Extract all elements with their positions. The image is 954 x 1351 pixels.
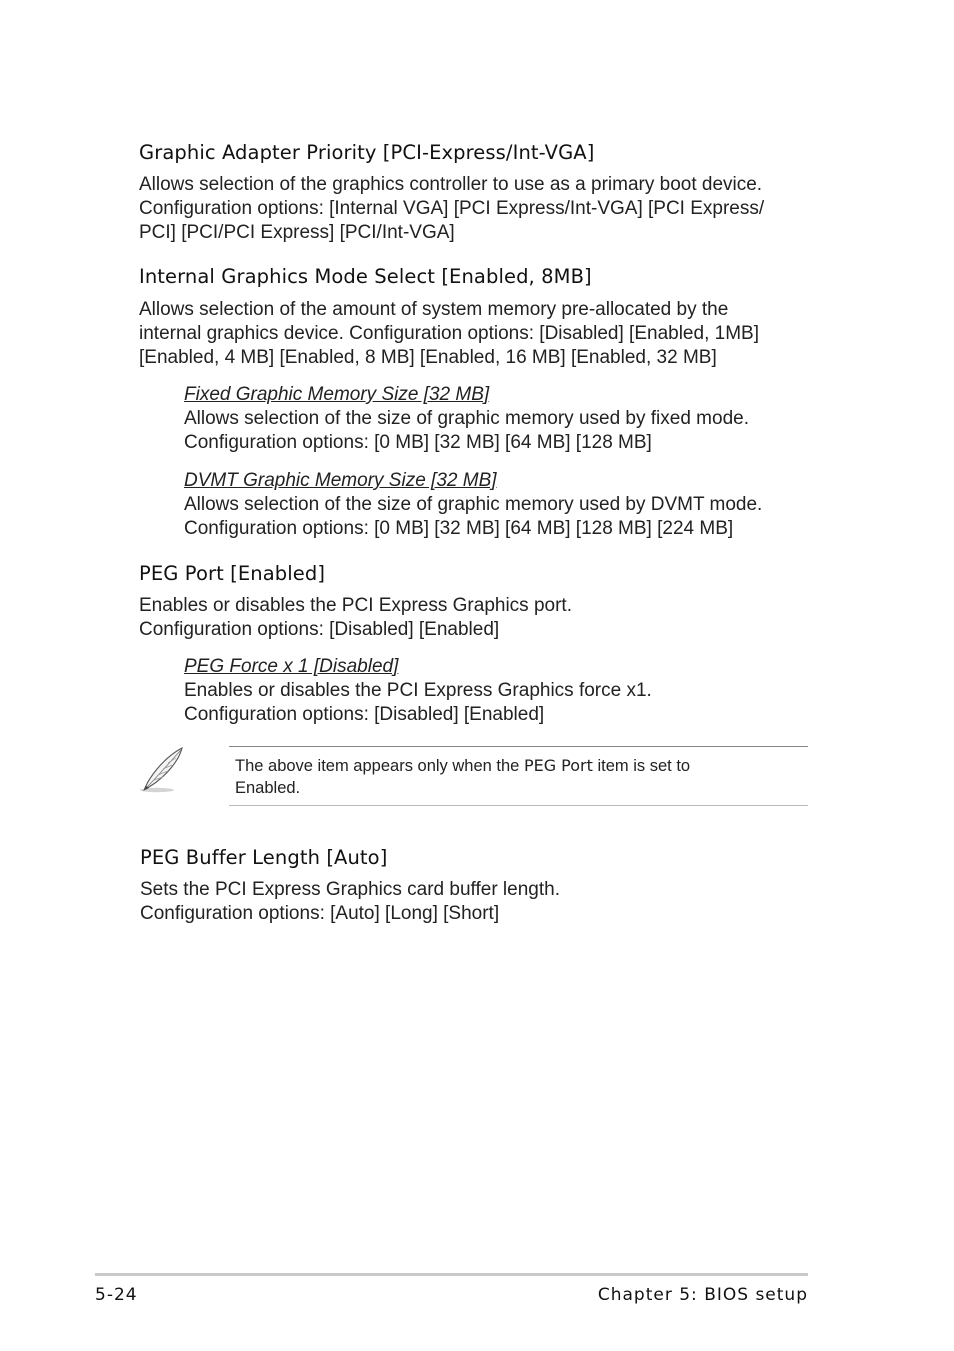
body-line: Sets the PCI Express Graphics card buffer length. [140,879,560,900]
section-body-peg-port [139,594,572,642]
body-line: Allows selection of the size of graphic memory used by fixed mode. [184,408,749,429]
chapter-title: Chapter 5: BIOS setup [597,1285,808,1305]
body-line: internal graphics device. Configuration options: [Disabled] [Enabled, 1MB] [139,323,759,344]
body-line: PCI] [PCI/PCI Express] [PCI/Int-VGA] [139,222,455,243]
note-item-name: PEG Port [523,756,593,775]
section-heading-graphic-adapter-priority: Graphic Adapter Priority [PCI-Express/Int-VGA] [139,141,595,164]
body-line: Configuration options: [Disabled] [Enabled] [184,704,545,725]
section-body-internal-graphics-mode [139,298,759,370]
body-line: Enables or disables the PCI Express Graphics port. [139,595,572,616]
body-line: Allows selection of the graphics controller to use as a primary boot device. [139,174,763,195]
body-line: Allows selection of the size of graphic memory used by DVMT mode. [184,494,763,515]
body-line: Configuration options: [0 MB] [32 MB] [64 MB] [128 MB] [184,432,652,453]
section-body-peg-buffer-length [140,878,560,926]
note-text-before: The above item appears only when the [235,757,524,775]
subitem-body-fixed-graphic-memory [184,407,749,455]
body-line: Configuration options: [Internal VGA] [PCI Express/Int-VGA] [PCI Express/ [139,198,765,219]
body-line: Configuration options: [Disabled] [Enabled] [139,619,500,640]
footer-rule [95,1273,808,1276]
subitem-title-fixed-graphic-memory: Fixed Graphic Memory Size [32 MB] [184,384,490,405]
page-number: 5-24 [95,1285,138,1305]
note-text-line2: Enabled. [235,779,301,797]
note-bottom-rule [229,805,808,806]
body-line: Enables or disables the PCI Express Graphics force x1. [184,680,652,701]
subitem-body-peg-force [184,679,652,727]
body-line: Configuration options: [0 MB] [32 MB] [64 MB] [128 MB] [224 MB] [184,518,734,539]
subitem-body-dvmt-graphic-memory [184,493,762,541]
note-text-after: item is set to [592,757,691,775]
subitem-title-dvmt-graphic-memory: DVMT Graphic Memory Size [32 MB] [184,470,497,491]
section-heading-internal-graphics-mode: Internal Graphics Mode Select [Enabled, 8MB] [139,265,592,288]
subitem-title-peg-force: PEG Force x 1 [Disabled] [184,656,399,677]
body-line: [Enabled, 4 MB] [Enabled, 8 MB] [Enabled, 16 MB] [Enabled, 32 MB] [139,347,717,368]
note-text [235,755,690,799]
body-line: Allows selection of the amount of system memory pre-allocated by the [139,299,729,320]
pencil-note-icon [137,744,187,796]
body-line: Configuration options: [Auto] [Long] [Short] [140,903,500,924]
section-heading-peg-port: PEG Port [Enabled] [139,562,326,585]
note-top-rule [229,746,808,747]
section-heading-peg-buffer-length: PEG Buffer Length [Auto] [140,846,388,869]
section-body-graphic-adapter-priority [139,173,764,245]
